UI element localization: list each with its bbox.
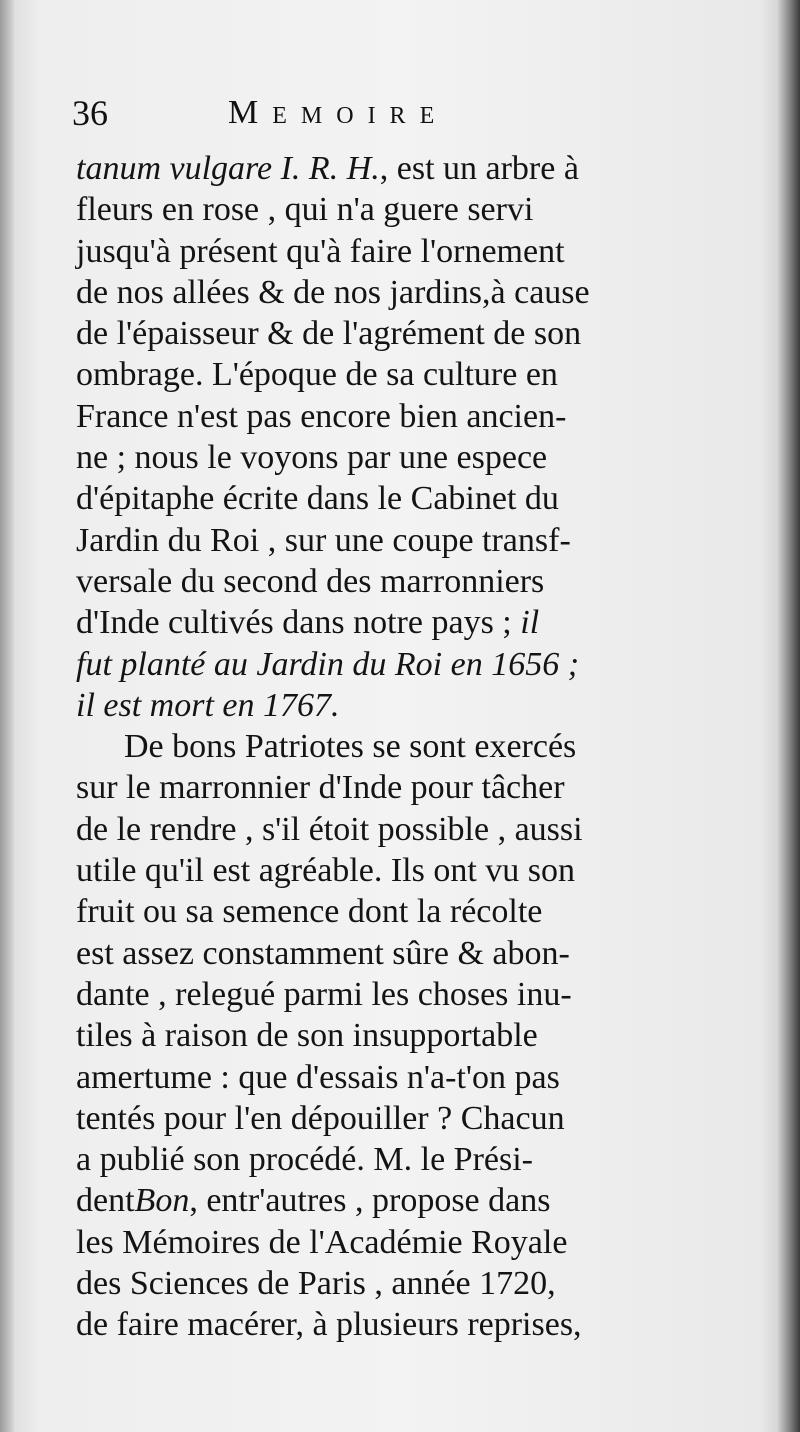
- text-line: [76, 354, 670, 395]
- text-fragment: De bons Patriotes se sont exercés: [124, 728, 577, 766]
- text-fragment: Jardin du Roi , sur une coupe transf-: [76, 521, 571, 559]
- text-fragment-italic: Bon: [134, 1182, 190, 1220]
- text-line: [76, 933, 670, 974]
- text-line: [76, 189, 670, 230]
- running-title: Memoire: [228, 94, 449, 131]
- text-fragment: dent: [76, 1182, 135, 1220]
- text-line: [76, 1098, 670, 1139]
- text-fragment-italic: il: [520, 604, 540, 642]
- text-fragment: ne ; nous le voyons par une espece: [76, 439, 548, 477]
- text-line: [76, 272, 670, 313]
- text-fragment: est assez constamment sûre & abon-: [76, 934, 570, 972]
- text-line: [76, 1180, 670, 1221]
- text-line: [76, 891, 670, 932]
- text-fragment: amertume : que d'essais n'a-t'on pas: [76, 1058, 560, 1096]
- text-fragment: d'Inde cultivés dans notre pays ;: [76, 604, 512, 642]
- text-fragment: , entr'autres , propose dans: [189, 1182, 551, 1220]
- text-fragment-italic: il est mort en 1767.: [76, 686, 340, 724]
- page-number: 36: [72, 93, 108, 133]
- text-line: [76, 974, 670, 1015]
- text-fragment: , est un arbre à: [379, 150, 579, 187]
- text-fragment: fleurs en rose , qui n'a guere servi: [76, 191, 534, 229]
- text-line: [76, 148, 670, 189]
- text-fragment: versale du second des marronniers: [76, 562, 545, 600]
- text-line-paragraph-start: [76, 726, 670, 767]
- text-fragment-italic: tanum vulgare I. R. H.: [76, 150, 380, 187]
- text-line: [76, 561, 670, 602]
- text-line: [76, 850, 670, 891]
- text-fragment: d'épitaphe écrite dans le Cabinet du: [76, 480, 559, 518]
- text-fragment: a publié son procédé. M. le Prési-: [76, 1141, 533, 1179]
- text-line: [76, 602, 670, 643]
- text-fragment: les Mémoires de l'Académie Royale: [76, 1223, 568, 1261]
- text-fragment: de l'épaisseur & de l'agrément de son: [76, 315, 582, 353]
- text-fragment: de le rendre , s'il étoit possible , aussi: [76, 810, 583, 848]
- text-line: [76, 1139, 670, 1180]
- text-line: [76, 520, 670, 561]
- body-text: [76, 148, 670, 1346]
- text-fragment: jusqu'à présent qu'à faire l'ornement: [76, 232, 565, 270]
- text-fragment: utile qu'il est agréable. Ils ont vu son: [76, 852, 576, 890]
- text-fragment: dante , relegué parmi les choses inu-: [76, 975, 572, 1013]
- text-line: [76, 1057, 670, 1098]
- text-line: [76, 767, 670, 808]
- page-left-edge: [0, 0, 14, 1432]
- text-fragment: sur le marronnier d'Inde pour tâcher: [76, 769, 565, 807]
- text-fragment: fruit ou sa semence dont la récolte: [76, 893, 543, 931]
- text-fragment-italic: fut planté au Jardin du Roi en 1656 ;: [76, 645, 580, 683]
- text-line: [76, 231, 670, 272]
- text-line: [76, 313, 670, 354]
- text-line: [76, 437, 670, 478]
- text-fragment: des Sciences de Paris , année 1720,: [76, 1265, 556, 1303]
- text-line: [76, 685, 670, 726]
- text-line: [76, 644, 670, 685]
- text-fragment: France n'est pas encore bien ancien-: [76, 397, 567, 435]
- text-fragment: tiles à raison de son insupportable: [76, 1017, 538, 1055]
- text-line: [76, 1304, 670, 1345]
- text-line: [76, 809, 670, 850]
- text-fragment: ombrage. L'époque de sa culture en: [76, 356, 558, 394]
- text-line: [76, 478, 670, 519]
- text-fragment: de faire macérer, à plusieurs reprises,: [76, 1306, 582, 1344]
- text-line: [76, 1263, 670, 1304]
- page-gutter-shadow: [778, 0, 800, 1432]
- text-fragment: tentés pour l'en dépouiller ? Chacun: [76, 1099, 565, 1137]
- text-line: [76, 1222, 670, 1263]
- text-line: [76, 1015, 670, 1056]
- page-header: [72, 92, 672, 142]
- text-line: [76, 396, 670, 437]
- text-fragment: de nos allées & de nos jardins,à cause: [76, 273, 590, 311]
